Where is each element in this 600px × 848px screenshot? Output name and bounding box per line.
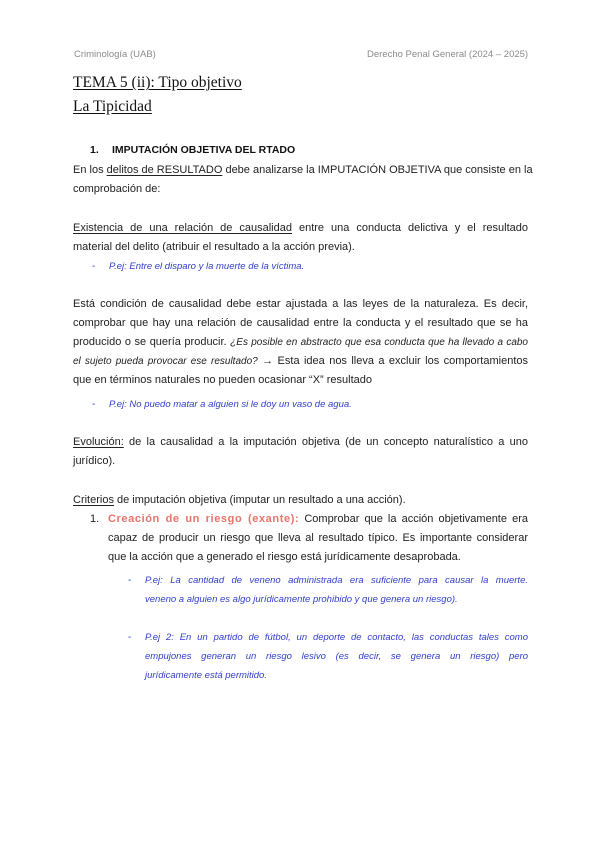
riesgo-text-1: Comprobar que la acción objetivamente era — [299, 513, 528, 525]
delitos-resultado-term: delitos de RESULTADO — [106, 164, 223, 176]
naturaleza-line-2: comprobar que hay una relación de causalidad entre la conducta y el resultado que se ha — [73, 317, 528, 329]
naturaleza-paragraph — [73, 295, 528, 390]
header-course: Criminología (UAB) — [74, 49, 156, 60]
evolucion-term: Evolución: — [73, 436, 124, 448]
riesgo-line-2: capaz de producir un riesgo que lleva al resultado típico. Es importante considerar — [108, 532, 528, 544]
example-veneno-line-2: veneno a alguien es algo jurídicamente prohibido y que genera un riesgo). — [145, 594, 458, 605]
criterios-text: de imputación objetiva (imputar un resultado a una acción). — [113, 494, 406, 506]
causalidad-line-1 — [73, 219, 528, 238]
criterios-paragraph — [73, 491, 528, 510]
example-dash: - — [92, 261, 96, 272]
section-heading — [90, 144, 295, 156]
causalidad-term: Existencia de una relación de causalidad — [73, 222, 292, 234]
example-disparo — [109, 257, 304, 276]
naturaleza-line-5: que en términos naturales no pueden ocasionar “X” resultado — [73, 374, 373, 386]
example-futbol-line-1: P.ej 2: En un partido de fútbol, un deporte de contacto, las conductas tales como — [145, 632, 528, 643]
evolucion-line-2: jurídico). — [73, 455, 116, 467]
naturaleza-question-b: el sujeto pueda provocar ese resultado? — [73, 356, 258, 367]
naturaleza-line-4 — [73, 352, 528, 371]
intro-paragraph — [73, 161, 533, 199]
causalidad-line-2: material del delito (atribuir el resultado a la acción previa). — [73, 241, 355, 253]
riesgo-line-1 — [108, 510, 528, 529]
riesgo-line-3: que la acción que a generado el riesgo está jurídicamente desaprobada. — [108, 551, 461, 563]
intro-text-a: En los — [73, 164, 107, 176]
example-futbol-line-3: jurídicamente está permitido. — [145, 670, 267, 681]
criterios-line — [73, 491, 528, 510]
example-disparo-text: P.ej: Entre el disparo y la muerte de la víctima. — [109, 261, 305, 272]
tipicidad-title: La Tipicidad — [73, 98, 152, 115]
section-number: 1. — [90, 144, 99, 156]
example-dash: - — [128, 632, 132, 643]
naturaleza-question-a: ¿Es posible en abstracto que esa conducta que ha llevado a cabo — [230, 337, 528, 348]
intro-text-c: debe analizarse la IMPUTACIÓN OBJETIVA que consiste en la — [222, 164, 533, 176]
evolucion-paragraph — [73, 433, 528, 471]
riesgo-title: Creación de un riesgo (exante): — [108, 513, 300, 525]
example-agua — [109, 395, 352, 414]
causalidad-paragraph — [73, 219, 528, 257]
example-agua-text: P.ej: No puedo matar a alguien si le doy un vaso de agua. — [109, 399, 352, 410]
list-item-number: 1. — [90, 513, 100, 525]
evolucion-line-1 — [73, 433, 528, 452]
section-title: IMPUTACIÓN OBJETIVA DEL RTADO — [112, 144, 296, 156]
example-dash: - — [128, 575, 132, 586]
header-subject: Derecho Penal General (2024 – 2025) — [367, 49, 529, 60]
intro-line-1 — [73, 161, 533, 180]
example-veneno — [145, 571, 528, 609]
criterios-term: Criterios — [73, 494, 114, 506]
example-veneno-line-1: P.ej: La cantidad de veneno administrada era suficiente para causar la muerte. — [145, 575, 528, 586]
example-dash: - — [92, 399, 96, 410]
naturaleza-line-1: Está condición de causalidad debe estar ajustada a las leyes de la naturaleza. Es decir, — [73, 298, 528, 310]
naturaleza-conclusion: → Esta idea nos lleva a excluir los comportamientos — [257, 355, 528, 367]
intro-line-2: comprobación de: — [73, 183, 161, 195]
example-futbol — [145, 628, 528, 685]
evolucion-text: de la causalidad a la imputación objetiva (de un concepto naturalístico a uno — [123, 436, 528, 448]
naturaleza-text: producido o se quería producir. — [73, 336, 231, 348]
naturaleza-line-3 — [73, 333, 528, 352]
example-futbol-line-2: empujones generan un riesgo lesivo (es decir, se genera un riesgo) pero — [145, 651, 528, 662]
tema-title: TEMA 5 (ii): Tipo objetivo — [73, 74, 242, 91]
causalidad-text: entre una conducta delictiva y el resultado — [291, 222, 528, 234]
riesgo-list-item — [108, 510, 528, 567]
